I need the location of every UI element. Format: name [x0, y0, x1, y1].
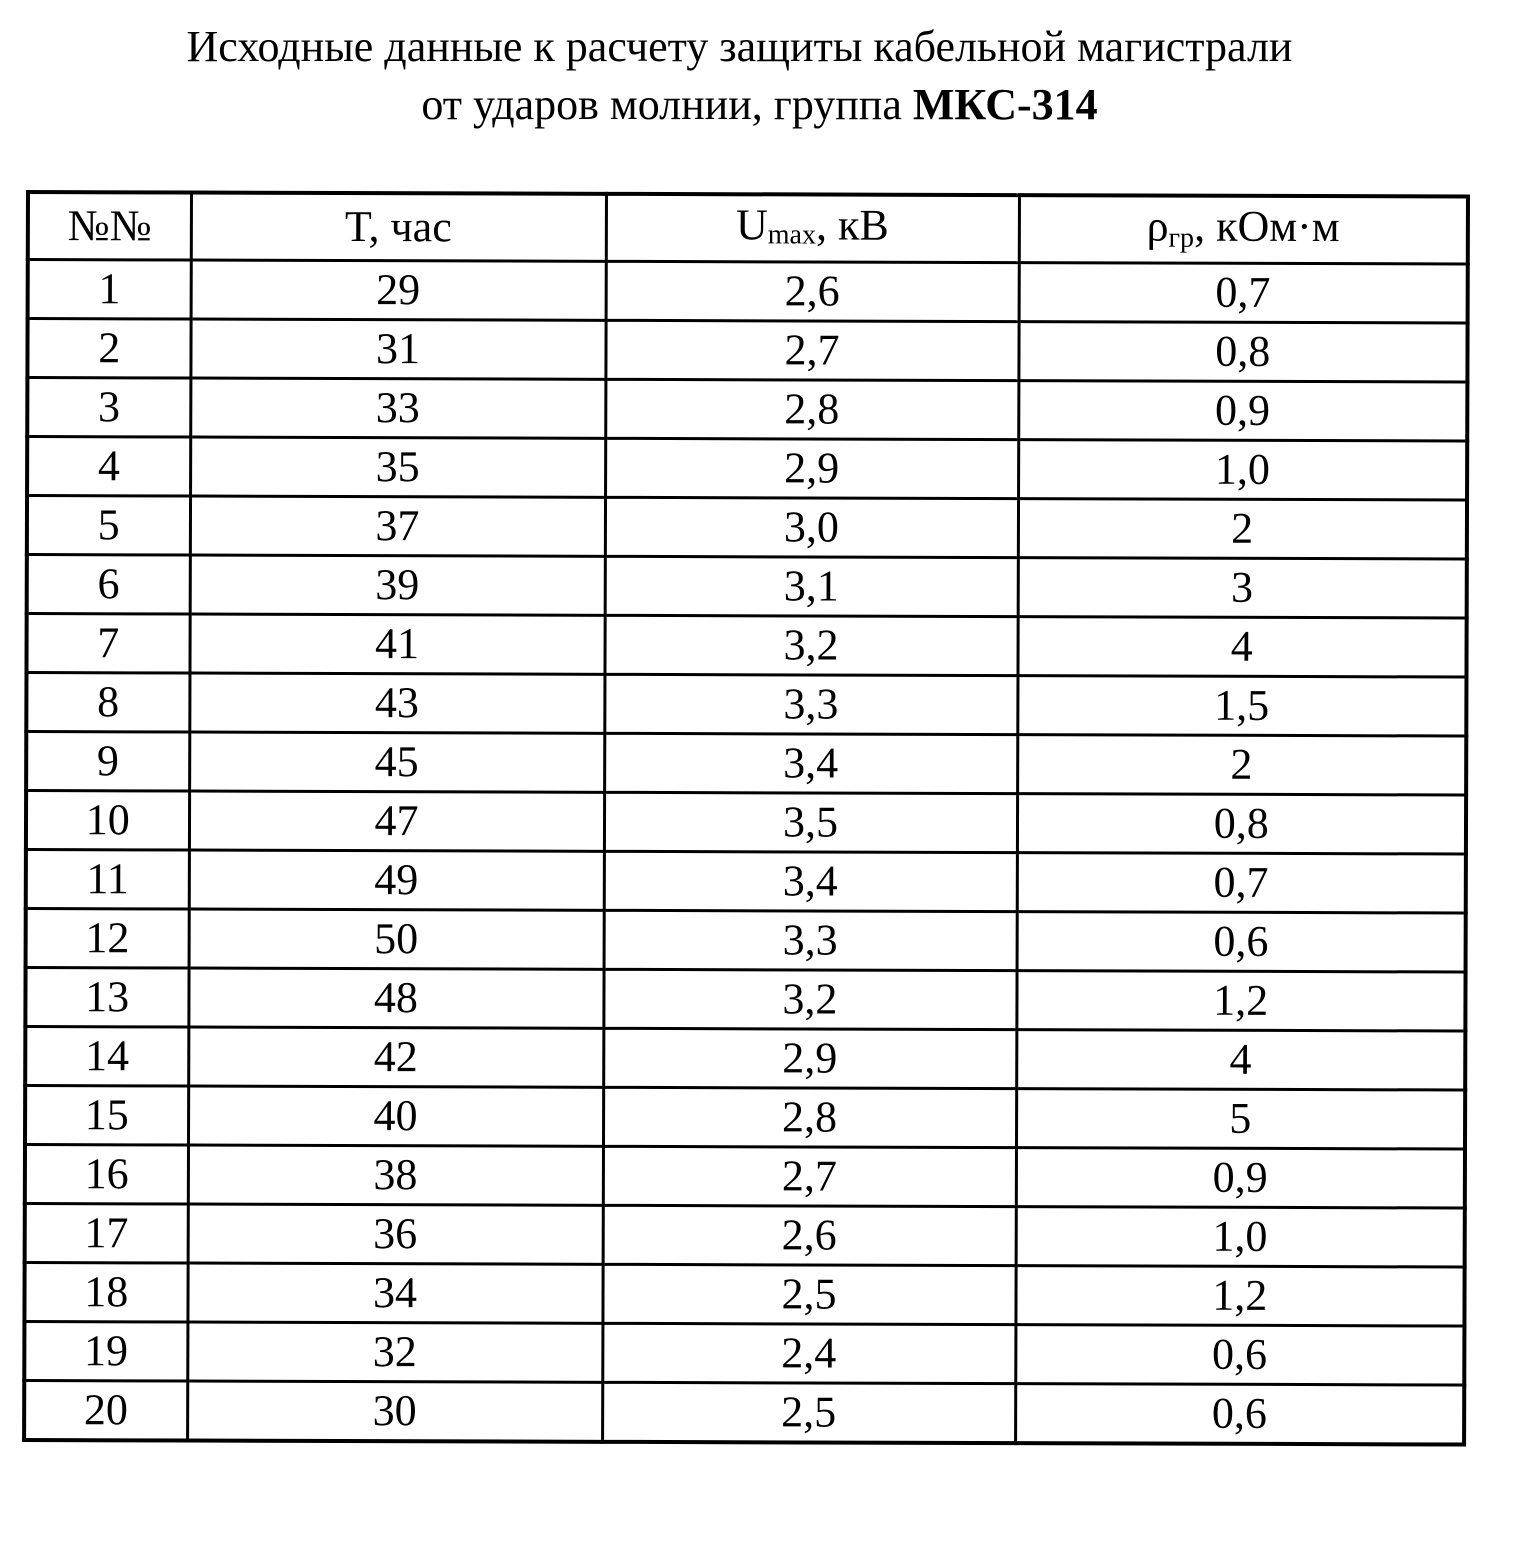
group-code: МКС-314: [912, 80, 1098, 129]
cell-time: 50: [189, 909, 604, 969]
cell-number: 10: [26, 791, 189, 851]
table-header-row: [28, 192, 1468, 264]
cell-resistivity: 1,5: [1017, 676, 1466, 736]
header-time: T, час: [191, 193, 606, 262]
cell-resistivity: 0,7: [1017, 853, 1466, 913]
cell-time: 39: [190, 555, 605, 615]
cell-time: 40: [188, 1086, 603, 1146]
table-row: [27, 555, 1467, 619]
cell-voltage: 3,0: [605, 497, 1018, 557]
cell-number: 8: [26, 673, 189, 733]
cell-number: 3: [27, 378, 190, 438]
cell-resistivity: 0,6: [1015, 1384, 1464, 1445]
table-row: [24, 1322, 1464, 1386]
cell-voltage: 3,3: [604, 910, 1017, 970]
cell-number: 6: [27, 555, 190, 615]
cell-resistivity: 0,8: [1018, 322, 1467, 382]
table-row: [27, 319, 1467, 383]
cell-voltage: 3,2: [603, 969, 1016, 1029]
cell-number: 14: [25, 1027, 188, 1087]
header-resistivity-symbol: ρ: [1146, 201, 1169, 251]
cell-number: 18: [24, 1263, 187, 1323]
table-row: [26, 909, 1466, 973]
cell-number: 19: [24, 1322, 187, 1382]
cell-number: 11: [26, 850, 189, 910]
header-resistivity: [1019, 195, 1468, 264]
cell-voltage: 2,5: [602, 1382, 1015, 1443]
table-body: [24, 260, 1468, 1445]
cell-voltage: 2,7: [605, 320, 1018, 380]
cell-resistivity: 1,0: [1016, 1207, 1465, 1267]
table-row: [24, 1381, 1464, 1445]
cell-resistivity: 5: [1016, 1089, 1465, 1149]
cell-number: 4: [27, 437, 190, 497]
cell-time: 31: [190, 319, 605, 379]
cell-resistivity: 0,7: [1019, 263, 1468, 323]
table-row: [25, 968, 1465, 1032]
header-resistivity-subscript: гр: [1168, 222, 1195, 254]
table-row: [26, 732, 1466, 796]
cell-voltage: 2,4: [602, 1323, 1015, 1383]
cell-number: 16: [25, 1145, 188, 1205]
cell-number: 9: [26, 732, 189, 792]
table-row: [26, 614, 1466, 678]
cell-time: 37: [190, 496, 605, 556]
cell-voltage: 2,7: [603, 1146, 1016, 1206]
cell-resistivity: 0,6: [1015, 1325, 1464, 1385]
header-voltage-subscript: max: [767, 219, 817, 251]
cell-time: 34: [187, 1263, 602, 1323]
cell-time: 29: [191, 260, 606, 320]
cell-time: 42: [188, 1027, 603, 1087]
cell-number: 7: [26, 614, 189, 674]
cell-voltage: 2,6: [606, 261, 1019, 321]
cell-time: 32: [187, 1322, 602, 1382]
cell-resistivity: 0,8: [1017, 794, 1466, 854]
table-row: [25, 1204, 1465, 1268]
cell-voltage: 2,5: [602, 1264, 1015, 1324]
cell-resistivity: 0,9: [1016, 1148, 1465, 1208]
table-row: [25, 1145, 1465, 1209]
cell-number: 13: [25, 968, 188, 1028]
cell-time: 48: [188, 968, 603, 1028]
cell-voltage: 3,1: [605, 556, 1018, 616]
cell-time: 30: [187, 1381, 602, 1442]
header-number: №№: [28, 192, 191, 260]
cell-number: 20: [24, 1381, 187, 1441]
cell-voltage: 2,8: [603, 1087, 1016, 1147]
table-row: [27, 437, 1467, 501]
cell-number: 12: [26, 909, 189, 969]
table-row: [28, 260, 1468, 324]
cell-number: 1: [28, 260, 191, 320]
document-title: [0, 18, 1519, 134]
table-row: [27, 378, 1467, 442]
cell-number: 2: [27, 319, 190, 379]
cell-resistivity: 2: [1017, 735, 1466, 795]
cell-voltage: 2,9: [603, 1028, 1016, 1088]
title-line-2: [0, 76, 1519, 134]
cell-resistivity: 2: [1018, 499, 1467, 559]
cell-time: 35: [190, 437, 605, 497]
table-row: [26, 791, 1466, 855]
cell-voltage: 3,4: [604, 851, 1017, 911]
cell-voltage: 2,6: [603, 1205, 1016, 1265]
cell-time: 43: [189, 673, 604, 733]
cell-time: 47: [189, 791, 604, 851]
cell-resistivity: 4: [1017, 617, 1466, 677]
cell-resistivity: 0,6: [1017, 912, 1466, 972]
cell-resistivity: 1,2: [1015, 1266, 1464, 1326]
title-line-1: Исходные данные к расчету защиты кабельной магистрали: [186, 22, 1293, 71]
cell-time: 49: [189, 850, 604, 910]
table-row: [25, 1027, 1465, 1091]
cell-resistivity: 3: [1018, 558, 1467, 618]
table-row: [26, 673, 1466, 737]
cell-voltage: 2,9: [605, 438, 1018, 498]
cell-voltage: 3,5: [604, 792, 1017, 852]
cell-voltage: 3,2: [604, 615, 1017, 675]
cell-time: 38: [188, 1145, 603, 1205]
cell-time: 33: [190, 378, 605, 438]
table-row: [24, 1263, 1464, 1327]
table-row: [25, 1086, 1465, 1150]
title-line-2-prefix: от ударов молнии, группа: [421, 80, 902, 129]
source-data-table: [22, 190, 1470, 1447]
cell-resistivity: 1,2: [1016, 971, 1465, 1031]
header-voltage-unit: , кВ: [815, 200, 889, 250]
cell-time: 36: [188, 1204, 603, 1264]
cell-resistivity: 0,9: [1018, 381, 1467, 441]
cell-voltage: 3,4: [604, 733, 1017, 793]
cell-voltage: 3,3: [604, 674, 1017, 734]
cell-number: 15: [25, 1086, 188, 1146]
cell-resistivity: 4: [1016, 1030, 1465, 1090]
header-voltage-symbol: U: [735, 200, 768, 250]
header-resistivity-unit: , кОм·м: [1194, 201, 1340, 252]
table-row: [26, 850, 1466, 914]
cell-time: 45: [189, 732, 604, 792]
cell-number: 5: [27, 496, 190, 556]
cell-number: 17: [25, 1204, 188, 1264]
cell-resistivity: 1,0: [1018, 440, 1467, 500]
cell-voltage: 2,8: [605, 379, 1018, 439]
cell-time: 41: [189, 614, 604, 674]
table-row: [27, 496, 1467, 560]
header-voltage: [606, 194, 1019, 263]
